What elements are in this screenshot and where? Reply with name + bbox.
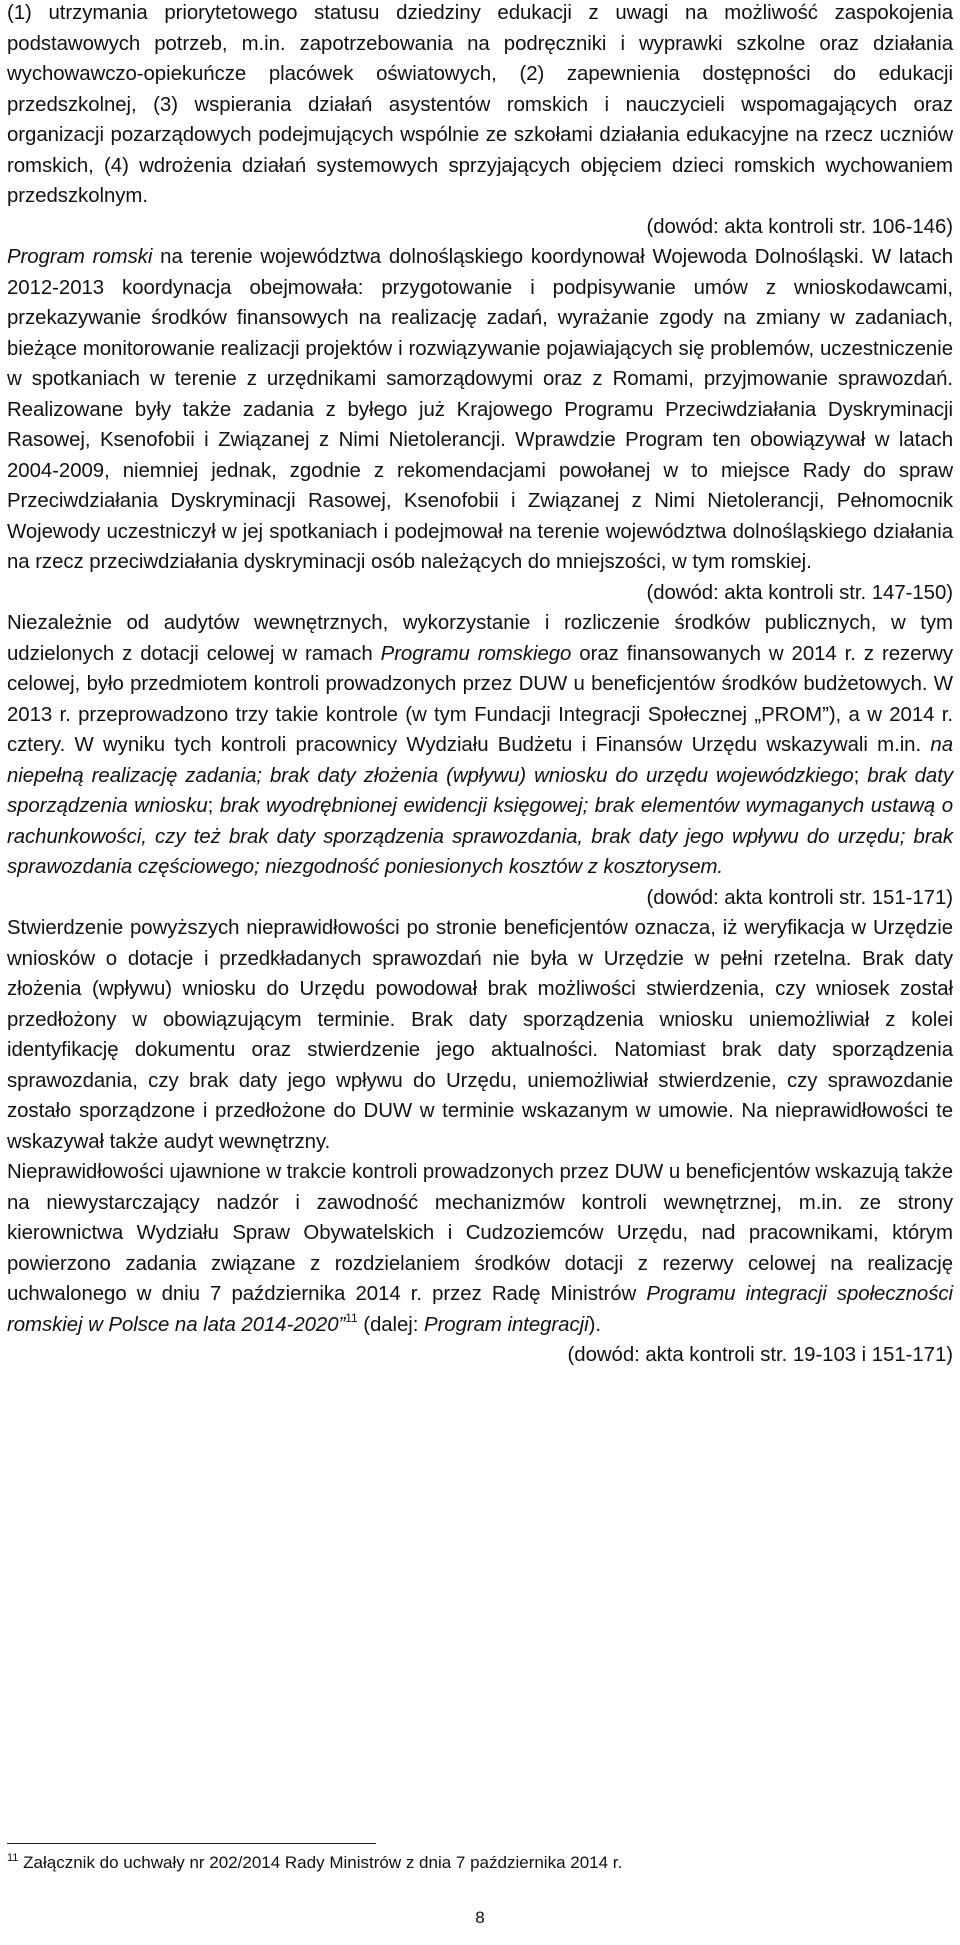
italic-findings: na niepełną realizację zadania; brak daty złożenia (wpływu) wniosku do urzędu wojewódzkiego [7, 734, 953, 787]
paragraph-text: ; [207, 795, 220, 817]
paragraph-internal-control [7, 1157, 953, 1340]
paragraph-text: (dalej: [357, 1313, 425, 1336]
footnote-text: Załącznik do uchwały nr 202/2014 Rady Ministrów z dnia 7 października 2014 r. [18, 1853, 623, 1872]
paragraph-program-coordination [7, 242, 953, 578]
italic-program-name: Program romski [7, 246, 153, 268]
italic-findings: brak wyodrębnionej ewidencji księgowej; brak elementów wymaganych ustawą o rachunkowości, czy też brak daty sporządzenia sprawozdania, brak daty jego wpływu do urzędu; brak sprawozdania częściowego; niezgodność poniesionych kosztów z kosztorysem. [7, 795, 954, 878]
paragraph-text: na terenie województwa dolnośląskiego koordynował Wojewoda Dolnośląski. W latach 2012-2013 koordynacja obejmowała: przygotowanie i podpisywanie umów z wnioskodawcami, przekazywanie środków finansowych na realizację zadań, wyrażanie zgody na zmiany w zadaniach, bieżące monitorowanie realizacji projektów i rozwiązywanie pojawiających się problemów, uczestniczenie w spotkaniach w terenie z urzędnikami samorządowymi oraz z Romami, przyjmowanie sprawozdań. Realizowane były także zadania z byłego już Krajowego Programu Przeciwdziałania Dyskryminacji Rasowej, Ksenofobii i Związanej z Nimi Nietolerancji. Wprawdzie Program ten obowiązywał w latach 2004-2009, niemniej jednak, zgodnie z rekomendacjami powołanej w to miejsce Rady do spraw Przeciwdziałania Dyskryminacji Rasowej, Ksenofobii i Związanej z Nimi Nietolerancji, Pełnomocnik Wojewody uczestniczył w jej spotkaniach i podejmował na terenie województwa dolnośląskiego działania na rzecz przeciwdziałania dyskryminacji osób należących do mniejszości, w tym romskiej. [7, 246, 953, 573]
italic-program-name: Programu romskiego [380, 642, 572, 665]
italic-findings: brak daty sporządzenia wniosku [7, 764, 953, 817]
footnote-number: 11 [7, 1852, 19, 1864]
paragraph-text: Nieprawidłowości ujawnione w trakcie kontroli prowadzonych przez DUW u beneficjentów wskazują także na niewystarczający nadzór i zawodność mechanizmów kontroli wewnętrznej, m.in. ze strony kierownictwa Wydziału Spraw Obywatelskich i Cudzoziemców Urzędu, nad pracownikami, którym powierzono zadania związane z rozdzielaniem środków dotacji z rezerwy celowej na realizację uchwalonego w dniu 7 października 2014 r. przez Radę Ministrów [7, 1161, 953, 1305]
paragraph-text: Niezależnie od audytów wewnętrznych, wykorzystanie i rozliczenie środków publicznych, w tym udzielonych z dotacji celowej w ramach [7, 612, 953, 665]
italic-program-short-name: Program integracji [424, 1313, 589, 1336]
footnote [7, 1852, 947, 1874]
evidence-reference: (dowód: akta kontroli str. 106-146) [646, 215, 953, 238]
paragraph-text: (1) utrzymania priorytetowego statusu dziedziny edukacji z uwagi na możliwość zaspokojenia podstawowych potrzeb, m.in. zapotrzebowania na podręczniki i wyprawki szkolne oraz działania wychowawczo-opiekuńcze placówek oświatowych, (2) zapewnienia dostępności do edukacji przedszkolnej, (3) wspierania działań asystentów romskich i nauczycieli wspomagających oraz organizacji pozarządowych podejmujących wspólnie ze szkołami działania edukacyjne na rzecz uczniów romskich, (4) wdrożenia działań systemowych sprzyjających objęciem dzieci romskich wychowaniem przedszkolnym. [7, 2, 953, 207]
evidence-reference: (dowód: akta kontroli str. 19-103 i 151-171) [567, 1344, 953, 1366]
paragraph-irregularities [7, 913, 953, 1157]
paragraph-text: ; [853, 764, 868, 787]
paragraph-text: ). [588, 1313, 601, 1336]
page-number: 8 [475, 1908, 485, 1927]
footnote-separator [7, 1843, 376, 1844]
italic-program-name: Programu integracji społeczności romskiej w Polsce na lata 2014-2020” [7, 1283, 953, 1336]
paragraph-education-priorities [7, 0, 953, 212]
paragraph-text: oraz finansowanych w 2014 r. z rezerwy celowej, było przedmiotem kontroli prowadzonych przez DUW u beneficjentów środków budżetowych. W 2013 r. przeprowadzono trzy takie kontrole (w tym Fundacji Integracji Społecznej „PROM”), a w 2014 r. cztery. W wyniku tych kontroli pracownicy Wydziału Budżetu i Finansów Urzędu wskazywali m.in. [7, 642, 953, 756]
paragraph-audits [7, 608, 953, 883]
paragraph-text: Stwierdzenie powyższych nieprawidłowości po stronie beneficjentów oznacza, iż weryfikacja w Urzędzie wniosków o dotacje i przedkładanych sprawozdań nie była w Urzędzie w pełni rzetelna. Brak daty złożenia (wpływu) wniosku do Urzędu powodował brak możliwości stwierdzenia, czy wniosek został przedłożony w obowiązującym terminie. Brak daty sporządzenia wniosku uniemożliwiał z kolei identyfikację dokumentu oraz stwierdzenie jego aktualności. Natomiast brak daty sporządzenia sprawozdania, czy brak daty jego wpływu do Urzędu, uniemożliwiał stwierdzenie, czy sprawozdanie zostało sporządzone i przedłożone do DUW w terminie wskazanym w umowie. Na nieprawidłowości te wskazywał także audyt wewnętrzny. [7, 917, 953, 1153]
footnote-marker: 11 [345, 1310, 358, 1325]
document-body [7, 0, 953, 1371]
evidence-reference: (dowód: akta kontroli str. 147-150) [646, 581, 953, 604]
evidence-reference: (dowód: akta kontroli str. 151-171) [646, 886, 953, 909]
